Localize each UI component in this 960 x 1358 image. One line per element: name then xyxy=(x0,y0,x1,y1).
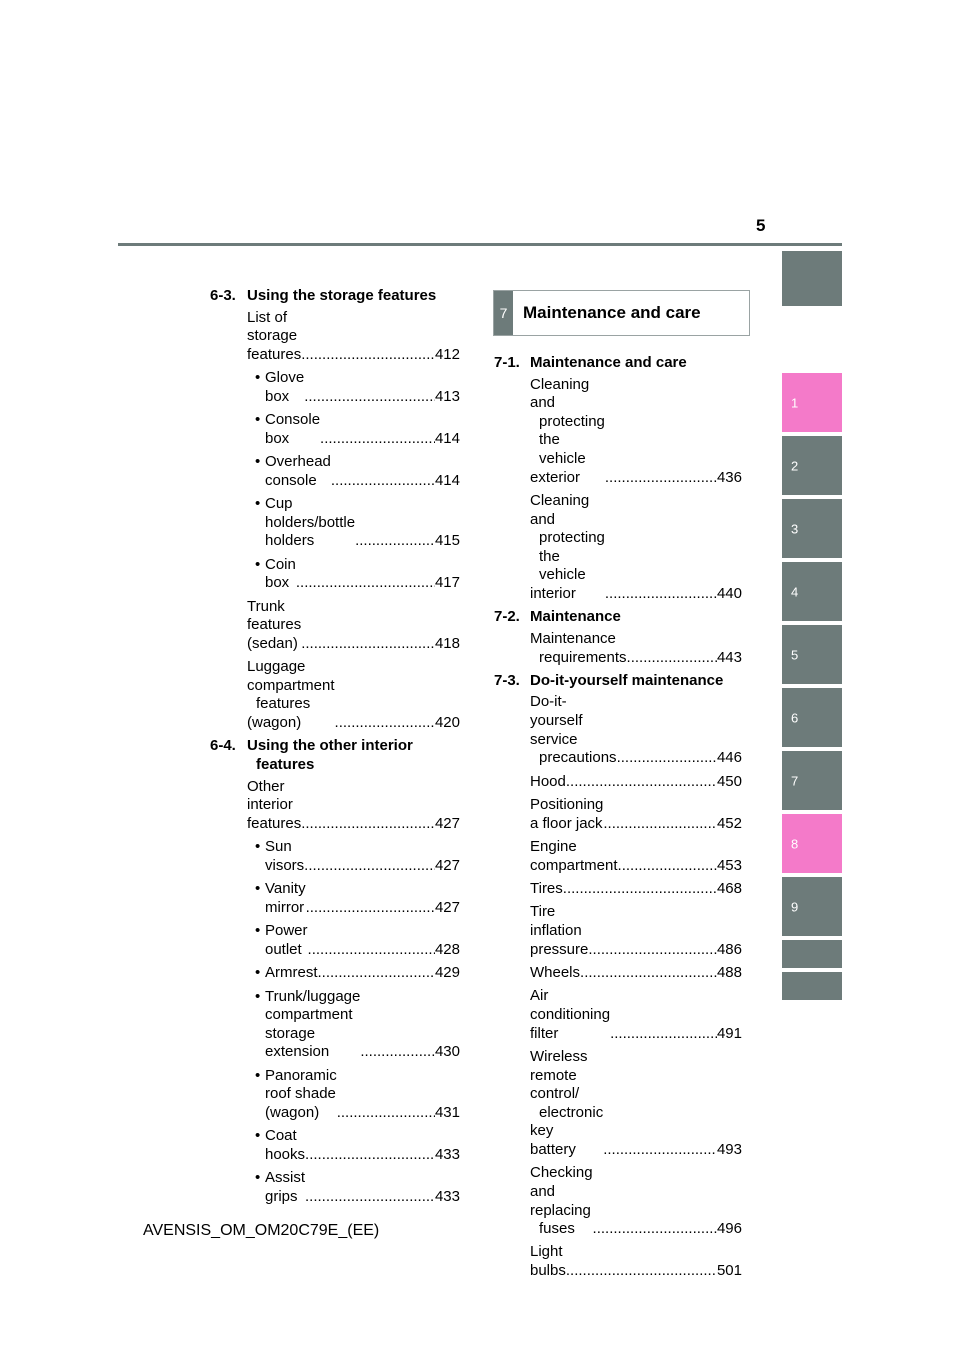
side-tab-blank-1[interactable] xyxy=(782,940,842,968)
section-number: 6-3. xyxy=(210,287,236,304)
toc-section-6-3[interactable] xyxy=(210,287,460,306)
chapter-title: Maintenance and care xyxy=(523,303,701,322)
section-title-line1: Using the other interior xyxy=(247,737,413,755)
toc-entry-tire-inflation[interactable]: Tire inflation pressure ..... 486 xyxy=(530,903,742,959)
side-tab-8-label: 8 xyxy=(791,836,799,851)
section-number: 6-4. xyxy=(210,737,236,755)
side-tab-4[interactable] xyxy=(782,562,842,621)
toc-entry-assist-grips[interactable]: • Assist grips ..... 433 xyxy=(255,1169,460,1206)
toc-left-column xyxy=(210,287,460,1211)
document-code-footer: AVENSIS_OM_OM20C79E_(EE) xyxy=(143,1222,380,1239)
toc-entry-light-bulbs[interactable]: Light bulbs ..... 501 xyxy=(530,1243,742,1280)
toc-entry-cup-holders[interactable]: • Cup holders/bottle holders ..... 415 xyxy=(255,495,460,551)
side-tab-9[interactable] xyxy=(782,877,842,936)
side-tab-5-label: 5 xyxy=(791,647,799,662)
toc-entry-panoramic-roof-shade[interactable]: • Panoramic roof shade (wagon) ..... 431 xyxy=(255,1067,460,1123)
side-tab-1-label: 1 xyxy=(791,395,799,410)
page-number: 5 xyxy=(756,216,766,235)
side-tab-6[interactable] xyxy=(782,688,842,747)
toc-entry-remote-battery[interactable]: Wireless remote control/ electronic key battery ..... 493 xyxy=(530,1048,742,1160)
side-tab-blank-top[interactable] xyxy=(782,251,842,306)
side-tab-1[interactable] xyxy=(782,373,842,432)
toc-section-7-2[interactable]: 7-2. Maintenance xyxy=(494,608,621,626)
toc-entry-trunk-storage-extension[interactable]: • Trunk/luggage compartment storage extension ..... 430 xyxy=(255,988,460,1062)
side-tab-2-label: 2 xyxy=(791,458,799,473)
toc-entry-list-of-storage[interactable]: List of storage features ..... 412 xyxy=(247,309,460,365)
side-tab-blank-2[interactable] xyxy=(782,972,842,1000)
toc-entry-maintenance-requirements[interactable]: Maintenance requirements ..... 443 xyxy=(530,630,742,667)
side-tab-6-label: 6 xyxy=(791,710,799,725)
section-title-line2: features xyxy=(256,756,315,774)
header-rule xyxy=(118,243,842,246)
toc-entry-other-interior[interactable]: Other interior features ..... 427 xyxy=(247,778,460,834)
toc-section-6-4[interactable] xyxy=(210,737,460,774)
toc-entry-ac-filter[interactable]: Air conditioning filter ..... 491 xyxy=(530,987,742,1043)
toc-entry-engine-compartment[interactable]: Engine compartment ..... 453 xyxy=(530,838,742,875)
side-tab-7[interactable] xyxy=(782,751,842,810)
toc-entry-diy-precautions[interactable]: Do-it-yourself service precautions ..... 446 xyxy=(530,693,742,767)
side-tab-3-label: 3 xyxy=(791,521,799,536)
toc-section-7-1[interactable]: 7-1. Maintenance and care xyxy=(494,354,687,371)
chapter-badge: 7 xyxy=(494,291,513,335)
toc-entry-power-outlet[interactable]: • Power outlet ..... 428 xyxy=(255,922,460,959)
toc-section-7-3[interactable]: 7-3. Do-it-yourself maintenance xyxy=(494,671,724,689)
toc-entry-glove-box[interactable]: • Glove box ..... 413 xyxy=(255,369,460,406)
side-tab-3[interactable] xyxy=(782,499,842,558)
side-tab-4-label: 4 xyxy=(791,584,799,599)
toc-entry-floor-jack[interactable]: Positioning a floor jack ..... 452 xyxy=(530,796,742,833)
side-tab-5[interactable] xyxy=(782,625,842,684)
toc-entry-trunk-features[interactable]: Trunk features (sedan) ..... 418 xyxy=(247,598,460,654)
toc-entry-hood[interactable]: Hood ..... 450 xyxy=(530,773,742,792)
toc-entry-cleaning-interior[interactable]: Cleaning and protecting the vehicle interior ..... 440 xyxy=(530,492,742,604)
side-tab-8[interactable] xyxy=(782,814,842,873)
toc-entry-cleaning-exterior[interactable]: Cleaning and protecting the vehicle exterior ..... 436 xyxy=(530,376,742,488)
toc-entry-wheels[interactable]: Wheels ..... 488 xyxy=(530,964,742,983)
side-tab-7-label: 7 xyxy=(791,773,799,788)
toc-right-column xyxy=(494,354,742,1285)
toc-entry-luggage-compartment[interactable]: Luggage compartment features (wagon) ..... 420 xyxy=(247,658,460,732)
toc-entry-coin-box[interactable]: • Coin box ..... 417 xyxy=(255,556,460,593)
toc-entry-coat-hooks[interactable]: • Coat hooks ..... 433 xyxy=(255,1127,460,1164)
toc-entry-armrest[interactable]: • Armrest ..... 429 xyxy=(255,964,460,983)
chapter-7-header xyxy=(493,290,750,336)
side-tab-9-label: 9 xyxy=(791,899,799,914)
toc-entry-console-box[interactable]: • Console box ..... 414 xyxy=(255,411,460,448)
toc-entry-sun-visors[interactable]: • Sun visors ..... 427 xyxy=(255,838,460,875)
section-title: Using the storage features xyxy=(247,287,437,304)
toc-entry-overhead-console[interactable]: • Overhead console ..... 414 xyxy=(255,453,460,490)
toc-entry-fuses[interactable]: Checking and replacing fuses ..... 496 xyxy=(530,1164,742,1238)
toc-entry-vanity-mirror[interactable]: • Vanity mirror ..... 427 xyxy=(255,880,460,917)
toc-entry-tires[interactable]: Tires ..... 468 xyxy=(530,880,742,899)
side-tab-2[interactable] xyxy=(782,436,842,495)
